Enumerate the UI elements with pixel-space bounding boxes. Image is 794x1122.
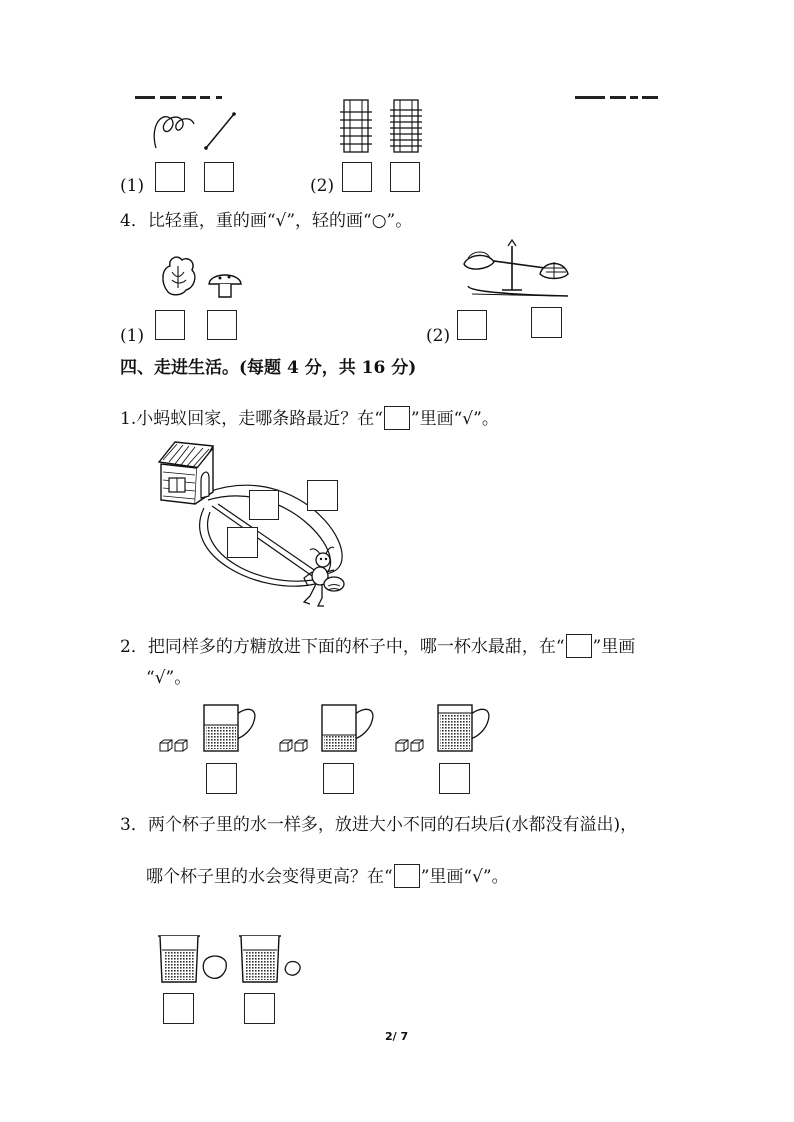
coil-rod-icon — [338, 96, 378, 156]
house-icon — [155, 440, 221, 508]
cabbage-icon — [158, 252, 200, 298]
q4-answer-box[interactable] — [457, 310, 487, 340]
sweet-answer-box[interactable] — [323, 763, 354, 794]
q3-answer-box[interactable] — [342, 162, 372, 192]
life-q2-prompt-line1: 2．把同样多的方糖放进下面的杯子中，哪一杯水最甜，在“ ”里画 — [120, 634, 635, 658]
sweet-answer-box[interactable] — [439, 763, 470, 794]
balance-scale-icon — [460, 238, 580, 300]
sweet-answer-box[interactable] — [206, 763, 237, 794]
route-answer-box[interactable] — [227, 527, 258, 558]
mushroom-icon — [206, 270, 244, 300]
q4-answer-box[interactable] — [531, 307, 562, 338]
cup-icon — [320, 703, 376, 753]
q4-prompt: 4．比轻重，重的画“√”，轻的画“○”。 — [120, 211, 413, 231]
sugar-cube-icon — [158, 738, 190, 754]
route-answer-box[interactable] — [307, 480, 338, 511]
life-q2-prompt-line2: “√”。 — [146, 668, 192, 688]
beaker-icon — [237, 934, 283, 984]
sugar-cube-icon — [394, 738, 426, 754]
cup-icon — [436, 703, 492, 753]
q3-answer-box[interactable] — [390, 162, 420, 192]
q3-label-1: (1) — [120, 176, 145, 196]
life-q1-prompt: 1.小蚂蚁回家，走哪条路最近？在“ ”里画“√”。 — [120, 406, 499, 430]
section-heading: 四、走进生活。(每题 4 分，共 16 分) — [120, 358, 417, 378]
curly-line-icon — [150, 108, 200, 154]
q4-label-1: (1) — [120, 326, 145, 346]
cup-icon — [202, 703, 258, 753]
q4-label-2: (2) — [426, 326, 451, 346]
inline-answer-box — [566, 634, 592, 658]
stone-icon — [200, 952, 230, 982]
life-q3-prompt-line2: 哪个杯子里的水会变得更高？在“ ”里画“√”。 — [146, 864, 509, 888]
ant-icon — [298, 546, 350, 610]
q4-answer-box[interactable] — [155, 310, 185, 340]
q3-answer-box[interactable] — [155, 162, 185, 192]
page-number: 2/ 7 — [385, 1030, 409, 1043]
beaker-icon — [156, 934, 202, 984]
route-answer-box[interactable] — [249, 490, 279, 520]
straight-line-icon — [200, 108, 240, 154]
life-q3-prompt-line1: 3．两个杯子里的水一样多，放进大小不同的石块后(水都没有溢出)， — [120, 815, 638, 835]
sugar-cube-icon — [278, 738, 310, 754]
q4-answer-box[interactable] — [207, 310, 237, 340]
inline-answer-box — [384, 406, 410, 430]
coil-rod-icon — [388, 96, 428, 156]
stone-icon — [283, 958, 303, 978]
inline-answer-box — [394, 864, 420, 888]
beaker-answer-box[interactable] — [244, 993, 275, 1024]
q3-answer-box[interactable] — [204, 162, 234, 192]
beaker-answer-box[interactable] — [163, 993, 194, 1024]
q3-label-2: (2) — [310, 176, 335, 196]
